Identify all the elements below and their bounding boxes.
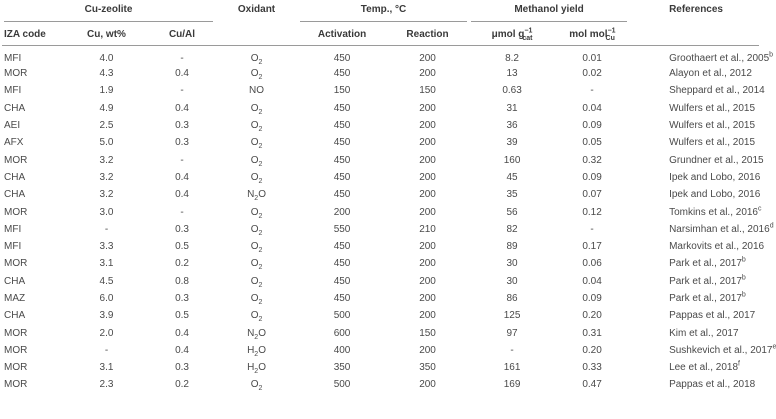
cell-cu-al: 0.5 bbox=[175, 241, 189, 253]
cell-yield-molmol: 0.06 bbox=[582, 258, 602, 270]
cell-cu-al: 0.2 bbox=[175, 379, 189, 391]
cell-yield-molmol: 0.20 bbox=[582, 344, 602, 356]
cell-cu-al: - bbox=[180, 154, 184, 166]
cell-oxidant: $O_2$ bbox=[250, 171, 263, 185]
table-row bbox=[2, 186, 759, 203]
cell-yield-molmol: 0.04 bbox=[582, 275, 602, 287]
cell-iza-code: MOR bbox=[4, 154, 28, 166]
cell-iza-code: MFI bbox=[4, 223, 22, 235]
cell-cu-wt: 1.9 bbox=[99, 85, 114, 97]
cell-cu-wt: 3.2 bbox=[99, 171, 114, 183]
table-row bbox=[2, 46, 759, 66]
cell-reference: Pappas et al., 2017 bbox=[669, 310, 756, 322]
cell-reaction: 200 bbox=[419, 68, 436, 80]
cell-iza-code: CHA bbox=[4, 310, 26, 322]
table-row bbox=[2, 238, 759, 255]
cell-reaction: 200 bbox=[419, 171, 436, 183]
cell-reaction: 210 bbox=[419, 223, 436, 235]
cell-cu-al: 0.2 bbox=[175, 258, 189, 270]
cell-reaction: 200 bbox=[419, 120, 436, 132]
cell-yield-umol: - bbox=[510, 344, 514, 356]
table-row bbox=[2, 134, 759, 151]
table-row bbox=[2, 221, 759, 238]
table-row bbox=[2, 169, 759, 186]
cell-iza-code: MFI bbox=[4, 241, 22, 253]
cell-oxidant: $O_2$ bbox=[250, 102, 263, 116]
cell-activation: 450 bbox=[333, 68, 351, 80]
cell-iza-code: MOR bbox=[4, 344, 28, 356]
cell-reaction: 200 bbox=[419, 137, 436, 149]
header-methanol-yield-group: Methanol yield bbox=[469, 2, 629, 23]
cell-iza-code: MFI bbox=[4, 85, 22, 97]
cell-reference: Park et al., 2017$^b$ bbox=[669, 291, 746, 304]
cell-activation: 450 bbox=[333, 241, 351, 253]
table-row bbox=[2, 342, 759, 359]
cell-yield-umol: 161 bbox=[503, 362, 521, 374]
cell-reaction: 350 bbox=[419, 362, 436, 374]
cell-cu-al: 0.5 bbox=[175, 310, 189, 322]
cell-oxidant: $N_2O$ bbox=[247, 327, 266, 341]
cell-reaction: 200 bbox=[419, 53, 436, 64]
cell-activation: 450 bbox=[333, 53, 351, 64]
cell-reaction: 200 bbox=[419, 344, 436, 356]
cell-yield-umol: 0.63 bbox=[502, 85, 522, 97]
cell-iza-code: MOR bbox=[4, 258, 28, 270]
header-yield-molmol: mol mol$^{-1}_{Cu}$ bbox=[569, 27, 616, 42]
cell-oxidant: $O_2$ bbox=[250, 293, 263, 306]
cell-oxidant: $O_2$ bbox=[250, 68, 263, 82]
cell-reaction: 150 bbox=[419, 85, 436, 97]
cell-activation: 450 bbox=[333, 171, 351, 183]
cell-iza-code: MOR bbox=[4, 68, 28, 80]
cell-cu-wt: 4.9 bbox=[99, 102, 114, 114]
cell-oxidant: $O_2$ bbox=[250, 241, 263, 255]
table-row bbox=[2, 273, 759, 290]
cell-cu-wt: 2.0 bbox=[99, 327, 114, 339]
table-body bbox=[2, 46, 776, 394]
header-reaction: Reaction bbox=[406, 28, 449, 40]
cell-yield-umol: 13 bbox=[506, 68, 518, 80]
cell-activation: 550 bbox=[333, 223, 351, 235]
cell-reaction: 150 bbox=[419, 327, 436, 339]
cell-reference: Park et al., 2017$^b$ bbox=[669, 257, 746, 270]
cell-yield-molmol: 0.05 bbox=[582, 137, 602, 149]
cell-oxidant: $O_2$ bbox=[250, 53, 263, 66]
cell-reference: Alayon et al., 2012 bbox=[669, 68, 752, 80]
cell-reference: Sushkevich et al., 2017e bbox=[669, 343, 776, 356]
table-row bbox=[2, 255, 759, 272]
table-row bbox=[2, 117, 759, 134]
cell-yield-molmol: - bbox=[590, 223, 594, 235]
cell-iza-code: MOR bbox=[4, 327, 28, 339]
cell-cu-wt: 4.0 bbox=[99, 53, 114, 64]
table-row bbox=[2, 359, 759, 376]
cell-yield-molmol: - bbox=[590, 85, 594, 97]
cell-oxidant: $H_2O$ bbox=[247, 344, 266, 358]
cell-oxidant: $O_2$ bbox=[250, 258, 263, 272]
header-activation: Activation bbox=[317, 28, 367, 40]
table-row bbox=[2, 324, 759, 341]
cell-yield-molmol: 0.17 bbox=[582, 241, 602, 253]
cell-reaction: 200 bbox=[419, 379, 436, 391]
cell-iza-code: MOR bbox=[4, 362, 28, 374]
cell-yield-umol: 86 bbox=[506, 293, 518, 304]
cell-oxidant: $O_2$ bbox=[250, 379, 263, 393]
cell-yield-umol: 125 bbox=[503, 310, 521, 322]
cell-yield-molmol: 0.09 bbox=[582, 171, 602, 183]
cell-cu-wt: 2.5 bbox=[99, 120, 114, 132]
cell-oxidant: $N_2O$ bbox=[247, 189, 266, 203]
cell-oxidant: $O_2$ bbox=[250, 137, 263, 151]
cell-yield-molmol: 0.04 bbox=[582, 102, 602, 114]
cell-cu-al: - bbox=[180, 53, 184, 64]
cell-cu-wt: 5.0 bbox=[99, 137, 114, 149]
cell-reaction: 200 bbox=[419, 154, 436, 166]
cell-cu-al: 0.3 bbox=[175, 293, 189, 304]
cell-reference: Markovits et al., 2016 bbox=[669, 241, 765, 253]
table-row bbox=[2, 65, 759, 82]
cell-activation: 450 bbox=[333, 137, 351, 149]
cell-activation: 450 bbox=[333, 275, 351, 287]
cell-iza-code: MAZ bbox=[4, 293, 26, 304]
cell-yield-umol: 35 bbox=[506, 189, 518, 201]
cell-yield-umol: 36 bbox=[506, 120, 518, 132]
cell-activation: 450 bbox=[333, 258, 351, 270]
cell-oxidant: NO bbox=[249, 85, 265, 97]
cell-cu-wt: 2.3 bbox=[99, 379, 114, 391]
cell-reaction: 200 bbox=[419, 189, 436, 201]
cell-yield-molmol: 0.01 bbox=[582, 53, 602, 64]
cell-reference: Pappas et al., 2018 bbox=[669, 379, 756, 391]
table-row bbox=[2, 100, 759, 117]
cell-iza-code: CHA bbox=[4, 171, 26, 183]
cell-activation: 200 bbox=[333, 206, 351, 218]
cell-yield-molmol: 0.12 bbox=[582, 206, 602, 218]
header-temp-group: Temp., °C bbox=[298, 2, 469, 23]
cell-iza-code: CHA bbox=[4, 275, 26, 287]
cell-activation: 350 bbox=[333, 362, 351, 374]
table-header bbox=[2, 2, 759, 46]
cell-cu-al: 0.4 bbox=[175, 344, 189, 356]
cell-oxidant: $O_2$ bbox=[250, 154, 263, 168]
header-references-spacer bbox=[629, 23, 759, 46]
cell-oxidant: $O_2$ bbox=[250, 206, 263, 220]
cell-reference: Tomkins et al., 2016$^c$ bbox=[669, 205, 762, 218]
cell-iza-code: MOR bbox=[4, 206, 28, 218]
cell-cu-wt: 3.9 bbox=[99, 310, 114, 322]
cell-reaction: 200 bbox=[419, 310, 436, 322]
cell-activation: 450 bbox=[333, 120, 351, 132]
cell-reaction: 200 bbox=[419, 275, 436, 287]
cell-yield-molmol: 0.07 bbox=[582, 189, 602, 201]
header-oxidant-spacer bbox=[215, 23, 298, 46]
cell-iza-code: CHA bbox=[4, 189, 26, 201]
cell-yield-molmol: 0.20 bbox=[582, 310, 602, 322]
cell-activation: 600 bbox=[333, 327, 351, 339]
cell-reference: Lee et al., 2018$^f$ bbox=[669, 360, 740, 374]
cell-cu-wt: 3.2 bbox=[99, 154, 114, 166]
cell-cu-wt: 4.5 bbox=[99, 275, 114, 287]
cell-yield-molmol: 0.32 bbox=[582, 154, 602, 166]
cell-activation: 450 bbox=[333, 189, 351, 201]
table-row bbox=[2, 82, 759, 99]
cell-cu-al: 0.3 bbox=[175, 362, 189, 374]
table-row bbox=[2, 376, 759, 393]
cell-activation: 150 bbox=[333, 85, 351, 97]
cell-iza-code: CHA bbox=[4, 102, 26, 114]
cell-cu-al: - bbox=[180, 206, 184, 218]
table-row bbox=[2, 151, 759, 168]
cell-activation: 500 bbox=[333, 379, 351, 391]
cell-cu-al: 0.4 bbox=[175, 171, 189, 183]
cell-yield-umol: 30 bbox=[506, 258, 518, 270]
cell-yield-molmol: 0.09 bbox=[582, 120, 602, 132]
cell-reference: Wulfers et al., 2015 bbox=[669, 120, 756, 132]
cell-reference: Kim et al., 2017 bbox=[669, 327, 739, 339]
cell-activation: 450 bbox=[333, 293, 351, 304]
cell-cu-al: - bbox=[180, 85, 184, 97]
cell-yield-umol: 8.2 bbox=[505, 53, 519, 64]
table-row bbox=[2, 203, 759, 220]
cell-yield-molmol: 0.33 bbox=[582, 362, 602, 374]
cell-cu-wt: - bbox=[104, 223, 109, 235]
cell-cu-al: 0.8 bbox=[175, 275, 189, 287]
cell-cu-wt: 6.0 bbox=[99, 293, 114, 304]
header-yield-umol: μmol $g^{-1}_{cat}$ bbox=[491, 27, 533, 42]
cell-yield-molmol: 0.31 bbox=[582, 327, 602, 339]
cell-oxidant: $O_2$ bbox=[250, 223, 263, 237]
cell-reaction: 200 bbox=[419, 293, 436, 304]
cell-cu-wt: 3.1 bbox=[99, 258, 114, 270]
cell-yield-molmol: 0.09 bbox=[582, 293, 602, 304]
table-row bbox=[2, 307, 759, 324]
header-cu-zeolite-group: Cu-zeolite bbox=[2, 2, 215, 23]
cell-cu-al: 0.3 bbox=[175, 137, 189, 149]
cell-reference: Park et al., 2017$^b$ bbox=[669, 274, 746, 287]
cell-cu-wt: 3.1 bbox=[99, 362, 114, 374]
cell-cu-al: 0.4 bbox=[175, 68, 189, 80]
cell-cu-al: 0.4 bbox=[175, 189, 189, 201]
cell-cu-wt: 3.3 bbox=[99, 241, 114, 253]
cell-cu-al: 0.3 bbox=[175, 120, 189, 132]
cell-yield-umol: 39 bbox=[506, 137, 518, 149]
cell-oxidant: $O_2$ bbox=[250, 310, 263, 324]
cell-cu-wt: 3.0 bbox=[99, 206, 114, 218]
cell-reference: Ipek and Lobo, 2016 bbox=[669, 171, 761, 183]
cell-oxidant: $O_2$ bbox=[250, 275, 263, 289]
cell-cu-al: 0.4 bbox=[175, 102, 189, 114]
cell-reference: Narsimhan et al., 2016$^d$ bbox=[669, 222, 774, 235]
header-references: References bbox=[669, 4, 723, 15]
cell-yield-umol: 30 bbox=[506, 275, 518, 287]
cell-cu-wt: - bbox=[104, 344, 109, 356]
cell-iza-code: AFX bbox=[4, 137, 24, 149]
cell-iza-code: MFI bbox=[4, 53, 22, 64]
cell-reaction: 200 bbox=[419, 258, 436, 270]
cell-cu-wt: 4.3 bbox=[99, 68, 114, 80]
cell-cu-wt: 3.2 bbox=[99, 189, 114, 201]
cell-activation: 500 bbox=[333, 310, 351, 322]
cell-yield-umol: 160 bbox=[503, 154, 521, 166]
table-row bbox=[2, 290, 759, 307]
cell-oxidant: $O_2$ bbox=[250, 120, 263, 134]
cell-reference: Wulfers et al., 2015 bbox=[669, 137, 756, 149]
cell-yield-molmol: 0.02 bbox=[582, 68, 602, 80]
cell-reaction: 200 bbox=[419, 206, 436, 218]
cell-yield-umol: 89 bbox=[506, 241, 518, 253]
cell-oxidant: $H_2O$ bbox=[247, 362, 266, 376]
cell-yield-molmol: 0.47 bbox=[582, 379, 602, 391]
header-iza-code: IZA code bbox=[4, 28, 46, 40]
cell-reference: Groothaert et al., 2005$^b$ bbox=[669, 51, 774, 64]
cell-yield-umol: 45 bbox=[506, 171, 518, 183]
cell-reaction: 200 bbox=[419, 241, 436, 253]
cell-reference: Grundner et al., 2015 bbox=[669, 154, 764, 166]
cell-yield-umol: 169 bbox=[503, 379, 521, 391]
cell-yield-umol: 31 bbox=[506, 102, 518, 114]
cell-yield-umol: 56 bbox=[506, 206, 518, 218]
cell-reference: Ipek and Lobo, 2016 bbox=[669, 189, 761, 201]
header-cu-wt: Cu, wt% bbox=[87, 28, 126, 40]
methanol-yield-table bbox=[2, 2, 776, 394]
cell-activation: 450 bbox=[333, 154, 351, 166]
header-oxidant: Oxidant bbox=[237, 4, 276, 15]
cell-reference: Wulfers et al., 2015 bbox=[669, 102, 756, 114]
cell-cu-al: 0.3 bbox=[175, 223, 189, 235]
cell-iza-code: MOR bbox=[4, 379, 28, 391]
cell-activation: 450 bbox=[333, 102, 351, 114]
cell-activation: 400 bbox=[333, 344, 351, 356]
cell-reaction: 200 bbox=[419, 102, 436, 114]
cell-yield-umol: 97 bbox=[506, 327, 518, 339]
cell-cu-al: 0.4 bbox=[175, 327, 189, 339]
header-cu-al: Cu/Al bbox=[168, 28, 196, 40]
cell-yield-umol: 82 bbox=[506, 223, 518, 235]
cell-iza-code: AEI bbox=[4, 120, 21, 132]
cell-reference: Sheppard et al., 2014 bbox=[669, 85, 765, 97]
